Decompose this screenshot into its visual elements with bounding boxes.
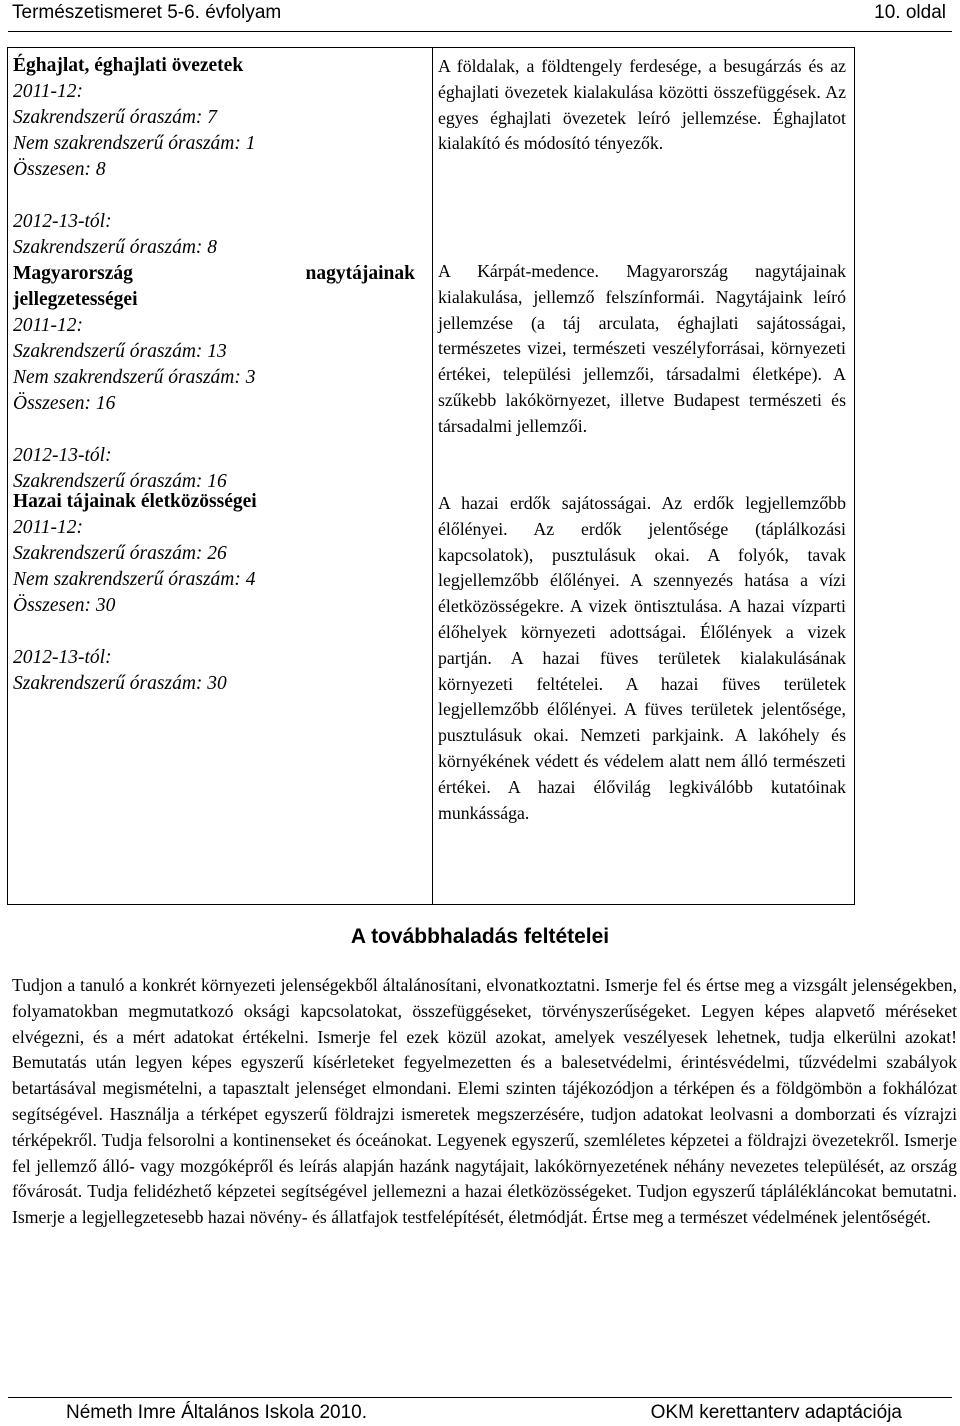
footer-school: Németh Imre Általános Iskola 2010. xyxy=(66,1402,367,1423)
row3-hours-line: Szakrendszerű óraszám: 26 xyxy=(13,543,227,564)
row1-hours-line: 2012-13-tól: xyxy=(13,211,112,232)
row1-hours-line: Nem szakrendszerű óraszám: 1 xyxy=(13,133,256,154)
row1-hours-line: Szakrendszerű óraszám: 8 xyxy=(13,237,218,258)
row3-topic-cell xyxy=(13,489,415,697)
row1-hours-line: 2011-12: xyxy=(13,81,84,102)
row2-hours-line: 2011-12: xyxy=(13,315,84,336)
row2-topic-word: nagytájainak xyxy=(305,263,415,284)
footer-note: OKM kerettanterv adaptációja xyxy=(650,1402,902,1423)
section-heading: A továbbhaladás feltételei xyxy=(350,925,610,948)
row1-hours-line: Összesen: 8 xyxy=(13,159,106,180)
column-divider xyxy=(432,48,433,904)
row3-hours-line: Nem szakrendszerű óraszám: 4 xyxy=(13,569,256,590)
curriculum-table xyxy=(7,47,855,905)
header-divider xyxy=(8,31,952,32)
row2-content: A Kárpát-medence. Magyarország nagytájainak kialakulása, jellemző felszínformái. Nagytájaink leíró jellemzése (a táj arculata, éghajlati sajátosságai, természetes vizei, természeti veszélyforrásai, környezeti értékei, települési jellemzői, társadalmi életképe). A szűkebb lakókörnyezet, illetve Budapest természeti és társadalmi jellemzői. xyxy=(438,261,846,436)
row2-topic xyxy=(13,261,415,287)
page-number: 10. oldal xyxy=(874,2,946,23)
row2-topic-word: jellegzetességei xyxy=(13,289,138,310)
row2-hours-line: Nem szakrendszerű óraszám: 3 xyxy=(13,367,256,388)
row2-topic-cell xyxy=(13,261,415,495)
row2-topic-word: Magyarország xyxy=(13,263,133,284)
row3-hours-line: 2011-12: xyxy=(13,517,84,538)
row2-hours-line: 2012-13-tól: xyxy=(13,445,112,466)
row3-hours-line: Összesen: 30 xyxy=(13,595,116,616)
row3-content: A hazai erdők sajátosságai. Az erdők legjellemzőbb élőlényei. Az erdők jelentősége (táplálkozási kapcsolatok), pusztulásuk okai. A folyók, tavak legjellemzőbb élőlényei. A szennyezés hatása a vízi életközösségekre. A vizek öntisztulása. A hazai vízparti élőhelyek környezeti adottságai. Élőlények a vizek partján. A hazai füves területek kialakulásának környezeti feltételei. A hazai füves területek legjellemzőbb élőlényei. A füves területek jelentősége, pusztulásuk okai. Nemzeti parkjaink. A lakóhely és környékének védett és védelem alatt nem álló természeti értékei. A hazai élővilág legkiválóbb kutatóinak munkássága. xyxy=(438,493,846,823)
row2-hours-line: Szakrendszerű óraszám: 16 xyxy=(13,471,227,492)
row1-content: A földalak, a földtengely ferdesége, a besugárzás és az éghajlati övezetek kialakulása közötti összefüggések. Az egyes éghajlati övezetek leíró jellemzése. Éghajlatot kialakító és módosító tényezők. xyxy=(438,56,846,154)
row3-hours-line: Szakrendszerű óraszám: 30 xyxy=(13,673,227,694)
row3-hours-line: 2012-13-tól: xyxy=(13,647,112,668)
footer-divider xyxy=(8,1397,952,1398)
section-paragraph: Tudjon a tanuló a konkrét környezeti jelenségekből általánosítani, elvonatkoztatni. Ismerje fel és értse meg a vizsgált jelenségekben, folyamatokban megmutatkozó oksági kapcsolatokat, összefüggéseket, törvényszerűségeket. Legyen képes alapvető méréseket elvégezni, és a mért adatokat értékelni. Ismerje fel ezek közül azokat, amelyek veszélyesek lehetnek, tudja elkerülni azokat! Bemutatás után legyen képes egyszerű kísérleteket fegyelmezetten és a balesetvédelmi, érintésvédelmi, tűzvédelmi szabályok betartásával megismételni, a tapasztalt jelenséget elmondani. Elemi szinten tájékozódjon a térképen és a földgömbön a fokhálózat segítségével. Használja a térképet egyszerű földrajzi ismeretek megszerzésére, tudjon adatokat leolvasni a domborzati és vízrajzi térképekről. Tudja felsorolni a kontinenseket és óceánokat. Legyenek egyszerű, szemléletes képzetei a földrajzi övezetekről. Ismerje fel jellemző álló- vagy mozgóképről és leírás alapján hazánk nagytájait, lakókörnyezetének néhány nevezetes települését, az ország fővárosát. Tudja felidézhető képzetei segítségével jellemezni a hazai életközösségeket. Tudjon egyszerű táplálékláncokat bemutatni. Ismerje a legjellegzetesebb hazai növény- és állatfajok testfelépítését, életmódját. Értse meg a természet védelmének jelentőségét. xyxy=(12,975,957,1228)
row3-topic: Hazai tájainak életközösségei xyxy=(13,491,257,512)
row1-topic-cell xyxy=(13,53,415,261)
row1-topic: Éghajlat, éghajlati övezetek xyxy=(13,55,244,76)
row2-hours-line: Szakrendszerű óraszám: 13 xyxy=(13,341,227,362)
row2-hours-line: Összesen: 16 xyxy=(13,393,116,414)
page-header-title: Természetismeret 5-6. évfolyam xyxy=(12,2,282,23)
row1-hours-line: Szakrendszerű óraszám: 7 xyxy=(13,107,218,128)
